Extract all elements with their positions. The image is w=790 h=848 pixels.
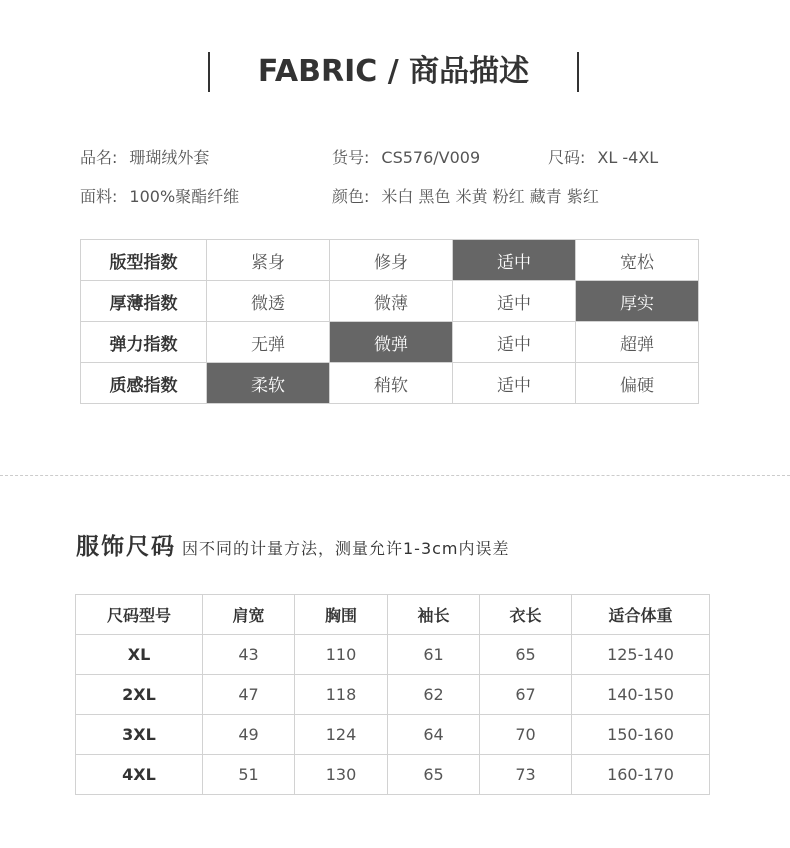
fabric-index-table (80, 239, 699, 404)
product-color-label: 颜色: (332, 187, 370, 206)
index-option-selected: 厚实 (576, 281, 699, 322)
size-cell: 2XL (76, 675, 203, 715)
index-row-elasticity (81, 322, 699, 363)
size-table-header: 肩宽 (203, 595, 295, 635)
product-fabric (80, 186, 239, 208)
size-section-note: 因不同的计量方法，测量允许1-3cm内误差 (182, 539, 510, 558)
size-cell: 4XL (76, 755, 203, 795)
table-cell: 110 (295, 635, 388, 675)
size-cell: 3XL (76, 715, 203, 755)
index-option: 稍软 (330, 363, 453, 404)
index-row-label: 质感指数 (81, 363, 207, 404)
index-option: 适中 (453, 322, 576, 363)
product-size-value: XL -4XL (597, 148, 659, 167)
product-name-value: 珊瑚绒外套 (129, 148, 210, 167)
index-option: 微薄 (330, 281, 453, 322)
index-option: 微透 (207, 281, 330, 322)
index-option-selected: 适中 (453, 240, 576, 281)
product-fabric-label: 面料: (80, 187, 118, 206)
index-option: 适中 (453, 281, 576, 322)
section-divider (0, 475, 790, 476)
index-row-thickness (81, 281, 699, 322)
table-cell: 125-140 (572, 635, 710, 675)
index-option: 无弹 (207, 322, 330, 363)
size-heading (76, 532, 510, 562)
size-table-header: 尺码型号 (76, 595, 203, 635)
product-size-label: 尺码: (548, 148, 586, 167)
table-cell: 130 (295, 755, 388, 795)
table-cell: 160-170 (572, 755, 710, 795)
product-color (332, 186, 599, 208)
table-cell: 70 (480, 715, 572, 755)
table-cell: 43 (203, 635, 295, 675)
size-table-header: 衣长 (480, 595, 572, 635)
index-option-selected: 柔软 (207, 363, 330, 404)
index-option: 偏硬 (576, 363, 699, 404)
table-cell: 65 (480, 635, 572, 675)
size-table-header: 适合体重 (572, 595, 710, 635)
product-sku-label: 货号: (332, 148, 370, 167)
index-option: 宽松 (576, 240, 699, 281)
table-cell: 62 (388, 675, 480, 715)
header-right-bar (577, 52, 579, 92)
table-row (76, 635, 710, 675)
table-cell: 47 (203, 675, 295, 715)
index-option: 超弹 (576, 322, 699, 363)
product-size (548, 147, 658, 169)
table-row (76, 675, 710, 715)
table-cell: 67 (480, 675, 572, 715)
product-name-label: 品名: (80, 148, 118, 167)
product-sku (332, 147, 480, 169)
index-row-fit (81, 240, 699, 281)
table-cell: 64 (388, 715, 480, 755)
index-row-label: 厚薄指数 (81, 281, 207, 322)
product-sku-value: CS576/V009 (381, 148, 481, 167)
size-chart-table (75, 594, 710, 795)
product-color-value: 米白 黑色 米黄 粉红 藏青 紫红 (381, 187, 599, 206)
table-cell: 51 (203, 755, 295, 795)
index-row-label: 版型指数 (81, 240, 207, 281)
product-name (80, 147, 209, 169)
index-row-texture (81, 363, 699, 404)
page-title: FABRIC / 商品描述 (257, 54, 530, 89)
index-row-label: 弹力指数 (81, 322, 207, 363)
table-cell: 49 (203, 715, 295, 755)
table-row (76, 755, 710, 795)
table-cell: 61 (388, 635, 480, 675)
size-section-title: 服饰尺码 (76, 534, 176, 560)
table-cell: 65 (388, 755, 480, 795)
size-table-header: 胸围 (295, 595, 388, 635)
table-cell: 124 (295, 715, 388, 755)
table-cell: 118 (295, 675, 388, 715)
table-cell: 73 (480, 755, 572, 795)
product-fabric-value: 100%聚酯纤维 (129, 187, 240, 206)
index-option: 紧身 (207, 240, 330, 281)
size-table-header-row (76, 595, 710, 635)
table-cell: 140-150 (572, 675, 710, 715)
size-cell: XL (76, 635, 203, 675)
index-option-selected: 微弹 (330, 322, 453, 363)
index-option: 适中 (453, 363, 576, 404)
index-option: 修身 (330, 240, 453, 281)
table-cell: 150-160 (572, 715, 710, 755)
size-table-header: 袖长 (388, 595, 480, 635)
table-row (76, 715, 710, 755)
